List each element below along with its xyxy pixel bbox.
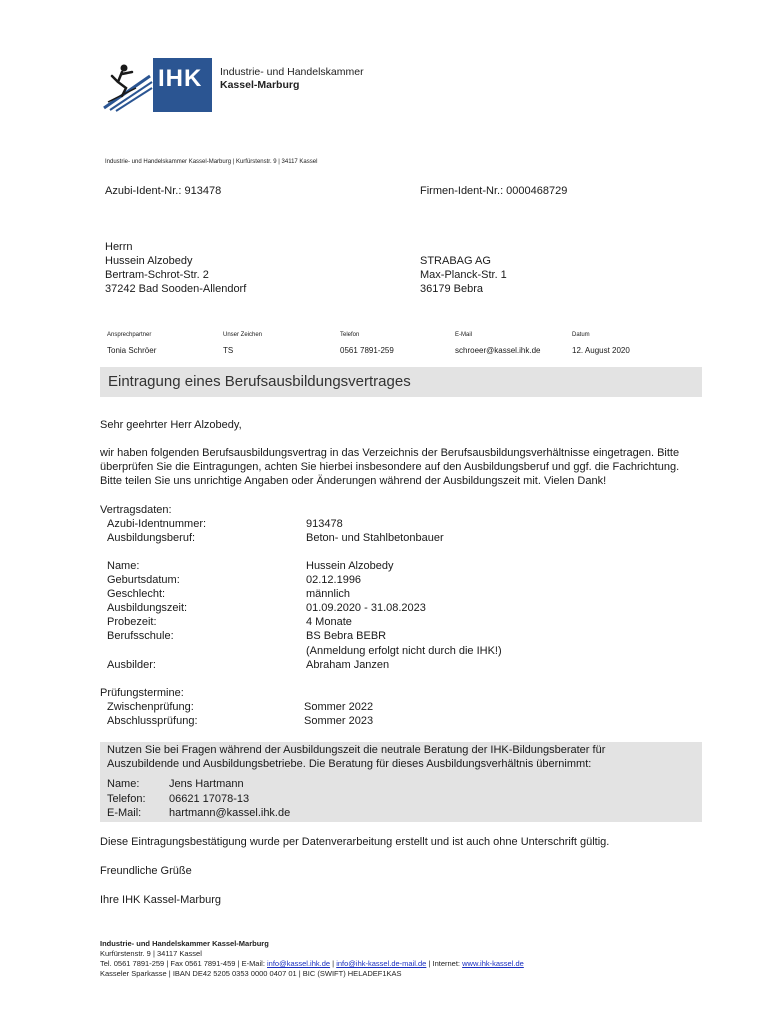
closing: Freundliche Grüße — [100, 865, 192, 877]
advisor-phone-label: Telefon: — [107, 793, 146, 805]
validity-note: Diese Eintragungsbestätigung wurde per Datenverarbeitung erstellt und ist auch ohne Unterschrift gültig. — [100, 836, 610, 848]
advisor-text-line: Auszubildende und Ausbildungsbetriebe. Die Beratung für dieses Ausbildungsverhältnis übernimmt: — [107, 758, 592, 770]
logo-block — [100, 58, 212, 112]
advisor-text-line: Nutzen Sie bei Fragen während der Ausbildungszeit die neutrale Beratung der IHK-Bildungsberater für — [107, 744, 606, 756]
value-contact-person: Tonia Schröer — [107, 346, 157, 355]
contract-value: 02.12.1996 — [306, 574, 362, 586]
contract-label: Berufsschule: — [107, 630, 174, 642]
footer — [100, 939, 524, 979]
contract-value: 01.09.2020 - 31.08.2023 — [306, 602, 426, 614]
advisor-phone: 06621 17078-13 — [169, 793, 250, 805]
contract-label: Geburtsdatum: — [107, 574, 180, 586]
logo-mark: IHK — [158, 65, 203, 92]
contract-value: BS Bebra BEBR — [306, 630, 387, 642]
footer-bank: Kasseler Sparkasse | IBAN DE42 5205 0353 0000 0407 01 | BIC (SWIFT) HELADEF1KAS — [100, 969, 402, 978]
recipient-city: 37242 Bad Sooden-Allendorf — [105, 283, 247, 295]
advisor-box — [100, 742, 702, 822]
ihk-logo — [100, 58, 364, 112]
contract-value: (Anmeldung erfolgt nicht durch die IHK!) — [306, 645, 502, 657]
footer-fax: Fax 0561 7891-459 — [170, 959, 236, 968]
exam-label: Zwischenprüfung: — [107, 701, 194, 713]
subject-bar — [100, 367, 702, 397]
footer-email-link[interactable]: info@kassel.ihk.de — [267, 959, 331, 968]
company-city: 36179 Bebra — [420, 283, 483, 295]
skier-icon — [100, 58, 153, 112]
exam-label: Abschlussprüfung: — [107, 715, 198, 727]
footer-tel: Tel. 0561 7891-259 — [100, 959, 165, 968]
contract-label: Ausbildungsberuf: — [107, 532, 196, 544]
contract-value: Abraham Janzen — [306, 659, 390, 671]
exam-value: Sommer 2023 — [304, 715, 374, 727]
value-email: schroeer@kassel.ihk.de — [455, 346, 541, 355]
signature: Ihre IHK Kassel-Marburg — [100, 894, 222, 906]
value-reference: TS — [223, 346, 234, 355]
intro-line: Bitte teilen Sie uns unrichtige Angaben oder Änderungen während der Ausbildungszeit mit. Vielen Dank! — [100, 475, 607, 487]
advisor-email: hartmann@kassel.ihk.de — [169, 807, 291, 819]
footer-email-label: E-Mail: — [241, 959, 265, 968]
logo-line-2: Kassel-Marburg — [220, 79, 300, 91]
contract-value: Beton- und Stahlbetonbauer — [306, 532, 444, 544]
intro-line: überprüfen Sie die Eintragungen, achten Sie hierbei insbesondere auf den Ausbildungsberuf und ggf. die Fachrichtung. — [100, 461, 680, 473]
contract-label: Azubi-Identnummer: — [107, 518, 207, 530]
sender-line: Industrie- und Handelskammer Kassel-Marburg | Kurfürstenstr. 9 | 34117 Kassel — [105, 159, 318, 165]
contract-heading: Vertragsdaten: — [100, 504, 172, 516]
company-name: STRABAG AG — [420, 255, 491, 267]
intro-paragraph — [100, 446, 679, 488]
contract-label: Ausbildungszeit: — [107, 602, 188, 614]
company-street: Max-Planck-Str. 1 — [420, 269, 507, 281]
recipient-address — [105, 240, 246, 296]
greeting: Sehr geehrter Herr Alzobedy, — [100, 419, 242, 431]
logo-line-1: Industrie- und Handelskammer — [220, 66, 364, 78]
footer-web-label: Internet: — [432, 959, 461, 968]
azubi-ident: Azubi-Ident-Nr.: 913478 — [105, 185, 222, 197]
label-contact-person: Ansprechpartner — [107, 332, 152, 338]
footer-web-link[interactable]: www.ihk-kassel.de — [462, 959, 524, 968]
contract-value: männlich — [306, 588, 351, 600]
advisor-email-label: E-Mail: — [107, 807, 142, 819]
advisor-name: Jens Hartmann — [169, 778, 244, 790]
contract-value: 913478 — [306, 518, 343, 530]
footer-contact: Tel. 0561 7891-259 | Fax 0561 7891-459 | E-Mail: info@kassel.ihk.de | info@ihk-kassel.de-mail.de | Internet: www.ihk-kassel.de — [100, 959, 524, 968]
label-reference: Unser Zeichen — [223, 332, 263, 338]
value-date: 12. August 2020 — [572, 346, 630, 355]
exams-heading: Prüfungstermine: — [100, 687, 184, 699]
recipient-salutation: Herrn — [105, 241, 133, 253]
subject-title: Eintragung eines Berufsausbildungsvertrages — [108, 373, 411, 390]
footer-address: Kurfürstenstr. 9 | 34117 Kassel — [100, 949, 202, 958]
contract-label: Geschlecht: — [107, 588, 166, 600]
contract-label: Probezeit: — [107, 616, 157, 628]
contract-label: Name: — [107, 560, 140, 572]
firmen-ident: Firmen-Ident-Nr.: 0000468729 — [420, 185, 568, 197]
advisor-name-label: Name: — [107, 778, 140, 790]
label-date: Datum — [572, 332, 590, 338]
exam-value: Sommer 2022 — [304, 701, 374, 713]
label-phone: Telefon — [340, 332, 360, 338]
contract-label: Ausbilder: — [107, 659, 156, 671]
label-email: E-Mail — [455, 332, 473, 338]
company-address — [420, 254, 507, 296]
recipient-name: Hussein Alzobedy — [105, 255, 193, 267]
recipient-street: Bertram-Schrot-Str. 2 — [105, 269, 209, 281]
footer-org: Industrie- und Handelskammer Kassel-Marburg — [100, 939, 269, 948]
footer-demail-link[interactable]: info@ihk-kassel.de-mail.de — [336, 959, 427, 968]
value-phone: 0561 7891-259 — [340, 346, 394, 355]
intro-line: wir haben folgenden Berufsausbildungsvertrag in das Verzeichnis der Berufsausbildungsverhältnisse eingetragen. Bitte — [100, 447, 680, 459]
contract-value: Hussein Alzobedy — [306, 560, 394, 572]
contract-value: 4 Monate — [306, 616, 352, 628]
